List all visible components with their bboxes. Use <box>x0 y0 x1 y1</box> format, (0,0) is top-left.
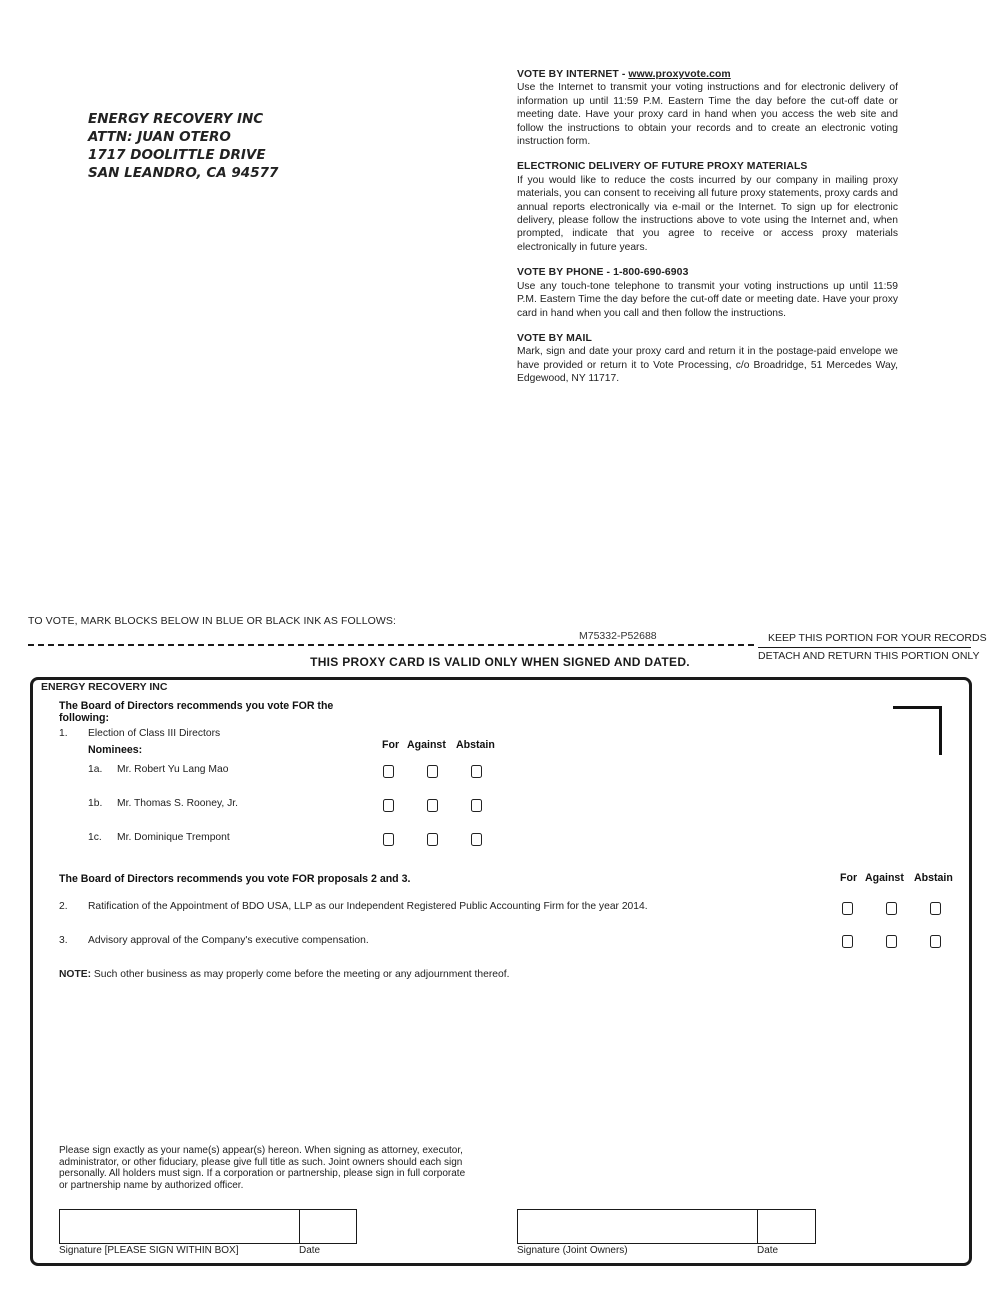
vote-for-checkbox[interactable] <box>383 799 394 812</box>
nominee-name: Mr. Robert Yu Lang Mao <box>117 764 229 775</box>
valid-notice: THIS PROXY CARD IS VALID ONLY WHEN SIGNED AND DATED. <box>310 655 690 669</box>
section-body: Mark, sign and date your proxy card and return it in the postage-paid envelope we have provided or return it to Vote Processing, c/o Broadridge, 51 Mercedes Way, Edgewood, NY 11717. <box>517 346 898 385</box>
col-for: For <box>840 872 858 884</box>
vote-against-checkbox[interactable] <box>427 799 438 812</box>
keep-portion-label: KEEP THIS PORTION FOR YOUR RECORDS <box>768 632 987 644</box>
vote-abstain-checkbox[interactable] <box>471 765 482 778</box>
detach-portion-label: DETACH AND RETURN THIS PORTION ONLY <box>758 650 980 662</box>
proposal-number: 2. <box>59 901 68 912</box>
mailing-address <box>88 110 278 182</box>
nominee-number: 1b. <box>88 798 103 809</box>
col-against: Against <box>865 872 904 884</box>
item-label: Election of Class III Directors <box>88 728 221 739</box>
vote-by-phone-section <box>517 266 898 320</box>
vote-for-checkbox[interactable] <box>383 833 394 846</box>
electronic-delivery-section <box>517 160 898 254</box>
address-line: SAN LEANDRO, CA 94577 <box>88 165 279 181</box>
voting-instructions <box>517 68 898 398</box>
instruction-line: personally. All holders must sign. If a corporation or partnership, please sign in full corporate <box>59 1168 466 1180</box>
vote-for-checkbox[interactable] <box>842 902 853 915</box>
vote-by-internet-section <box>517 68 898 148</box>
col-abstain: Abstain <box>456 739 495 751</box>
vote-abstain-checkbox[interactable] <box>471 833 482 846</box>
vote-against-checkbox[interactable] <box>427 765 438 778</box>
joint-date-label: Date <box>757 1245 779 1256</box>
proposal-text: Advisory approval of the Company's executive compensation. <box>88 935 369 946</box>
joint-signature-label: Signature (Joint Owners) <box>517 1245 628 1256</box>
instruction-line: Please sign exactly as your name(s) appear(s) hereon. When signing as attorney, executor, <box>59 1145 463 1156</box>
joint-signature-date-divider <box>757 1209 758 1244</box>
nominee-name: Mr. Thomas S. Rooney, Jr. <box>117 798 238 809</box>
proxyvote-link[interactable]: www.proxyvote.com <box>628 69 731 80</box>
nominee-number: 1c. <box>88 832 102 843</box>
address-line: 1717 DOOLITTLE DRIVE <box>88 147 266 163</box>
col-for: For <box>382 739 400 751</box>
instruction-line: administrator, or other fiduciary, please give full title as such. Joint owners should each sign <box>59 1156 463 1168</box>
vote-against-checkbox[interactable] <box>886 935 897 948</box>
note <box>59 969 509 980</box>
section-title: VOTE BY PHONE - 1-800-690-6903 <box>517 267 689 279</box>
vote-against-checkbox[interactable] <box>427 833 438 846</box>
detach-divider <box>758 647 971 648</box>
section-body: Use any touch-tone telephone to transmit your voting instructions up until 11:59 P.M. Eastern Time the day before the cut-off date or meeting date. Have your proxy card in hand when you call and then follow the instructions. <box>517 280 898 319</box>
detach-line <box>28 644 754 646</box>
vote-abstain-checkbox[interactable] <box>471 799 482 812</box>
address-line: ATTN: JUAN OTERO <box>88 129 231 145</box>
vote-abstain-checkbox[interactable] <box>930 902 941 915</box>
nominees-label: Nominees: <box>88 744 143 756</box>
item-number: 1. <box>59 728 68 739</box>
card-company-name: ENERGY RECOVERY INC <box>41 681 168 693</box>
recommendation-heading-cont: following: <box>59 712 110 724</box>
col-abstain: Abstain <box>914 872 953 884</box>
section-title: ELECTRONIC DELIVERY OF FUTURE PROXY MATERIALS <box>517 161 808 173</box>
proposal-text: Ratification of the Appointment of BDO USA, LLP as our Independent Registered Public Accounting Firm for the year 2014. <box>88 901 648 912</box>
corner-mark <box>893 706 942 755</box>
control-code: M75332-P52688 <box>579 630 657 642</box>
signature-date-divider <box>299 1209 300 1244</box>
proposal-number: 3. <box>59 935 68 946</box>
instruction-line: or partnership name by authorized officer. <box>59 1179 244 1191</box>
signature-box[interactable] <box>59 1209 357 1244</box>
section-title: VOTE BY INTERNET - www.proxyvote.com <box>517 69 731 80</box>
section-title: VOTE BY MAIL <box>517 332 592 344</box>
section-body: If you would like to reduce the costs incurred by our company in mailing proxy materials, you can consent to receiving all future proxy statements, proxy cards and annual reports electronically via e-mail or the Internet. To sign up for electronic delivery, please follow the instructions above to vote using the Internet and, when prompted, indicate that you agree to receive or access proxy materials electronically in future years. <box>517 174 898 253</box>
address-line: ENERGY RECOVERY INC <box>88 111 264 127</box>
col-against: Against <box>407 739 446 751</box>
vote-against-checkbox[interactable] <box>886 902 897 915</box>
signing-instructions <box>59 1145 509 1191</box>
nominee-number: 1a. <box>88 764 103 775</box>
mark-instruction: TO VOTE, MARK BLOCKS BELOW IN BLUE OR BLACK INK AS FOLLOWS: <box>28 615 397 627</box>
proposals-heading: The Board of Directors recommends you vote FOR proposals 2 and 3. <box>59 873 411 885</box>
vote-for-checkbox[interactable] <box>842 935 853 948</box>
signature-label: Signature [PLEASE SIGN WITHIN BOX] <box>59 1245 239 1256</box>
nominee-name: Mr. Dominique Trempont <box>117 832 230 843</box>
vote-abstain-checkbox[interactable] <box>930 935 941 948</box>
date-label: Date <box>299 1245 321 1256</box>
vote-by-mail-section <box>517 332 898 386</box>
recommendation-heading: The Board of Directors recommends you vote FOR the <box>59 700 334 712</box>
joint-signature-box[interactable] <box>517 1209 816 1244</box>
section-body: Use the Internet to transmit your voting instructions and for electronic delivery of information up until 11:59 P.M. Eastern Time the day before the cut-off date or meeting date. Have your proxy card in hand when you access the web site and follow the instructions to obtain your records and to create an electronic voting instruction form. <box>517 82 898 148</box>
vote-for-checkbox[interactable] <box>383 765 394 778</box>
note-label: NOTE: <box>59 969 92 980</box>
note-text: Such other business as may properly come before the meeting or any adjournment thereof. <box>91 969 510 980</box>
